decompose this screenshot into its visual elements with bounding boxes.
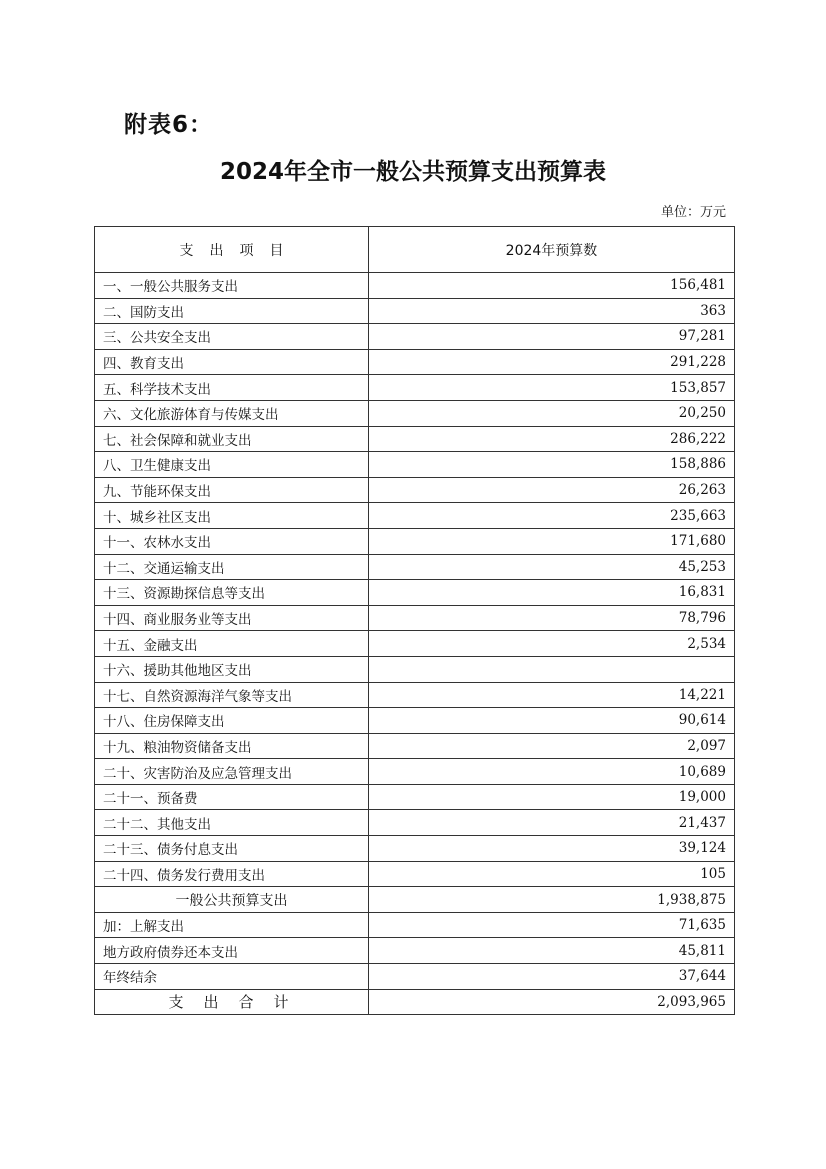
row-value bbox=[369, 656, 735, 682]
table-row bbox=[95, 375, 735, 401]
addition-item: 加：上解支出 bbox=[95, 912, 369, 938]
table-row bbox=[95, 861, 735, 887]
addition-value: 37,644 bbox=[369, 964, 735, 990]
row-value: 235,663 bbox=[369, 503, 735, 529]
table-row bbox=[95, 708, 735, 734]
row-item: 二十二、其他支出 bbox=[95, 810, 369, 836]
total-row bbox=[95, 989, 735, 1015]
row-item: 十九、粮油物资储备支出 bbox=[95, 733, 369, 759]
row-value: 2,097 bbox=[369, 733, 735, 759]
table-row bbox=[95, 733, 735, 759]
budget-table bbox=[94, 226, 735, 1015]
row-value: 78,796 bbox=[369, 605, 735, 631]
addition-row bbox=[95, 964, 735, 990]
row-item: 十一、农林水支出 bbox=[95, 528, 369, 554]
subtotal-value: 1,938,875 bbox=[369, 887, 735, 913]
table-row bbox=[95, 349, 735, 375]
row-item: 十三、资源勘探信息等支出 bbox=[95, 580, 369, 606]
row-item: 二、国防支出 bbox=[95, 298, 369, 324]
table-body bbox=[95, 273, 735, 1015]
row-item: 二十一、预备费 bbox=[95, 784, 369, 810]
addition-item: 地方政府债券还本支出 bbox=[95, 938, 369, 964]
row-item: 七、社会保障和就业支出 bbox=[95, 426, 369, 452]
header-item: 支出项目 bbox=[95, 227, 369, 273]
table-row bbox=[95, 759, 735, 785]
table-row bbox=[95, 580, 735, 606]
row-value: 97,281 bbox=[369, 324, 735, 350]
row-value: 286,222 bbox=[369, 426, 735, 452]
table-row bbox=[95, 426, 735, 452]
row-value: 45,253 bbox=[369, 554, 735, 580]
table-row bbox=[95, 452, 735, 478]
row-item: 十五、金融支出 bbox=[95, 631, 369, 657]
row-value: 39,124 bbox=[369, 836, 735, 862]
row-item: 十四、商业服务业等支出 bbox=[95, 605, 369, 631]
row-value: 16,831 bbox=[369, 580, 735, 606]
row-value: 19,000 bbox=[369, 784, 735, 810]
row-value: 2,534 bbox=[369, 631, 735, 657]
addition-value: 45,811 bbox=[369, 938, 735, 964]
table-row bbox=[95, 528, 735, 554]
table-row bbox=[95, 554, 735, 580]
table-row bbox=[95, 298, 735, 324]
total-item: 支出合计 bbox=[95, 989, 369, 1015]
table-header-row bbox=[95, 227, 735, 273]
table-row bbox=[95, 810, 735, 836]
row-item: 八、卫生健康支出 bbox=[95, 452, 369, 478]
row-value: 10,689 bbox=[369, 759, 735, 785]
addition-row bbox=[95, 912, 735, 938]
table-row bbox=[95, 273, 735, 299]
row-value: 158,886 bbox=[369, 452, 735, 478]
addition-item: 年终结余 bbox=[95, 964, 369, 990]
row-item: 二十、灾害防治及应急管理支出 bbox=[95, 759, 369, 785]
header-value: 2024年预算数 bbox=[369, 227, 735, 273]
row-item: 十二、交通运输支出 bbox=[95, 554, 369, 580]
row-item: 十、城乡社区支出 bbox=[95, 503, 369, 529]
table-row bbox=[95, 836, 735, 862]
row-value: 291,228 bbox=[369, 349, 735, 375]
row-item: 五、科学技术支出 bbox=[95, 375, 369, 401]
table-row bbox=[95, 324, 735, 350]
row-value: 21,437 bbox=[369, 810, 735, 836]
table-row bbox=[95, 682, 735, 708]
total-value: 2,093,965 bbox=[369, 989, 735, 1015]
row-item: 九、节能环保支出 bbox=[95, 477, 369, 503]
row-item: 十七、自然资源海洋气象等支出 bbox=[95, 682, 369, 708]
row-value: 20,250 bbox=[369, 400, 735, 426]
table-row bbox=[95, 656, 735, 682]
appendix-label: 附表6： bbox=[124, 112, 214, 138]
table-row bbox=[95, 605, 735, 631]
page-title: 2024年全市一般公共预算支出预算表 bbox=[219, 159, 606, 185]
row-value: 156,481 bbox=[369, 273, 735, 299]
subtotal-item: 一般公共预算支出 bbox=[95, 887, 369, 913]
table-row bbox=[95, 631, 735, 657]
row-value: 153,857 bbox=[369, 375, 735, 401]
row-item: 四、教育支出 bbox=[95, 349, 369, 375]
addition-value: 71,635 bbox=[369, 912, 735, 938]
row-item: 二十三、债务付息支出 bbox=[95, 836, 369, 862]
row-value: 105 bbox=[369, 861, 735, 887]
row-value: 90,614 bbox=[369, 708, 735, 734]
row-item: 十六、援助其他地区支出 bbox=[95, 656, 369, 682]
table-row bbox=[95, 477, 735, 503]
row-item: 一、一般公共服务支出 bbox=[95, 273, 369, 299]
row-item: 十八、住房保障支出 bbox=[95, 708, 369, 734]
subtotal-row bbox=[95, 887, 735, 913]
row-item: 六、文化旅游体育与传媒支出 bbox=[95, 400, 369, 426]
table-row bbox=[95, 784, 735, 810]
row-value: 26,263 bbox=[369, 477, 735, 503]
unit-label: 单位：万元 bbox=[660, 205, 726, 220]
row-item: 三、公共安全支出 bbox=[95, 324, 369, 350]
row-value: 171,680 bbox=[369, 528, 735, 554]
table-row bbox=[95, 503, 735, 529]
row-item: 二十四、债务发行费用支出 bbox=[95, 861, 369, 887]
addition-row bbox=[95, 938, 735, 964]
row-value: 363 bbox=[369, 298, 735, 324]
row-value: 14,221 bbox=[369, 682, 735, 708]
table-row bbox=[95, 400, 735, 426]
